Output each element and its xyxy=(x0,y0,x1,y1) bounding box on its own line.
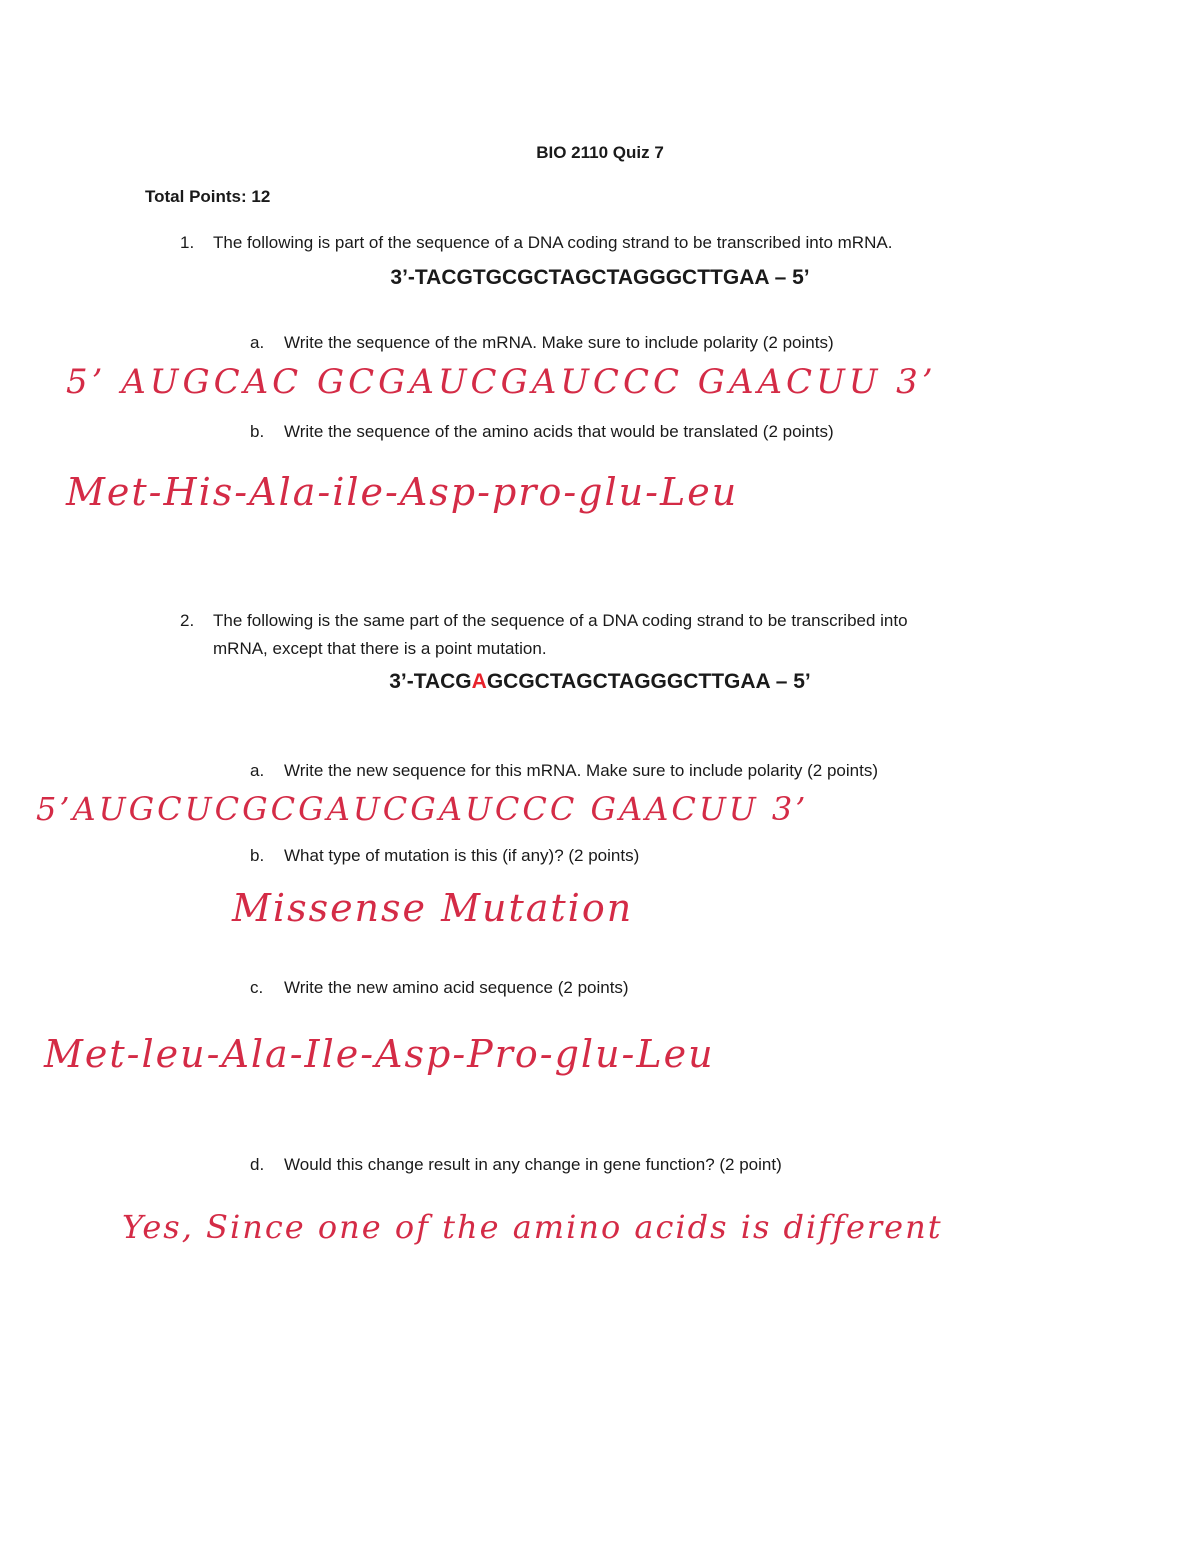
question-2b-text: What type of mutation is this (if any)? (2 points) xyxy=(284,846,640,865)
answer-1b-handwritten: Met-His-Ala-ile-Asp-pro-glu-Leu xyxy=(66,470,739,514)
answer-2d-handwritten: Yes, Since one of the amino acids is different xyxy=(122,1208,943,1246)
answer-2b-handwritten: Missense Mutation xyxy=(232,886,634,930)
question-2-text-line2: mRNA, except that there is a point mutation. xyxy=(213,639,547,658)
mutated-base: A xyxy=(471,670,487,693)
question-2 xyxy=(180,607,908,663)
sequence-prefix: 3’-TACG xyxy=(389,670,472,693)
question-2-text-line1: The following is the same part of the sequence of a DNA coding strand to be transcribed into xyxy=(213,611,908,630)
answer-2a-handwritten: 5’AUGCUCGCGAUCGAUCCC GAACUU 3’ xyxy=(36,790,809,828)
question-1-text: The following is part of the sequence of a DNA coding strand to be transcribed into mRNA. xyxy=(213,233,893,252)
sequence-suffix: GCGCTAGCTAGGGCTTGAA – 5’ xyxy=(486,670,811,693)
question-1a xyxy=(250,333,834,353)
answer-2c-handwritten: Met-leu-Ala-Ile-Asp-Pro-glu-Leu xyxy=(44,1032,715,1076)
total-points: Total Points: 12 xyxy=(145,187,271,206)
question-1a-label: a. xyxy=(250,333,265,352)
question-2d-label: d. xyxy=(250,1155,265,1174)
question-2c-text: Write the new amino acid sequence (2 points) xyxy=(284,978,629,997)
question-1a-text: Write the sequence of the mRNA. Make sure to include polarity (2 points) xyxy=(284,333,834,352)
question-1b-text: Write the sequence of the amino acids that would be translated (2 points) xyxy=(284,422,834,441)
question-2c-label: c. xyxy=(250,978,264,997)
question-1-sequence: 3’-TACGTGCGCTAGCTAGGGCTTGAA – 5’ xyxy=(390,266,810,289)
question-2d-text: Would this change result in any change in gene function? (2 point) xyxy=(284,1155,782,1174)
question-1-number: 1. xyxy=(180,233,195,252)
question-2a-label: a. xyxy=(250,761,265,780)
question-1 xyxy=(180,229,892,257)
question-2-sequence xyxy=(0,670,1200,694)
question-2a xyxy=(250,761,878,781)
question-2c xyxy=(250,978,629,998)
page-title: BIO 2110 Quiz 7 xyxy=(536,143,664,162)
answer-1a-handwritten: 5’ AUGCAC GCGAUCGAUCCC GAACUU 3’ xyxy=(66,362,937,402)
question-2a-text: Write the new sequence for this mRNA. Make sure to include polarity (2 points) xyxy=(284,761,879,780)
question-1b xyxy=(250,422,834,442)
question-2b-label: b. xyxy=(250,846,265,865)
question-1b-label: b. xyxy=(250,422,265,441)
question-2-number: 2. xyxy=(180,611,195,630)
question-2b xyxy=(250,846,639,866)
question-2d xyxy=(250,1155,782,1175)
